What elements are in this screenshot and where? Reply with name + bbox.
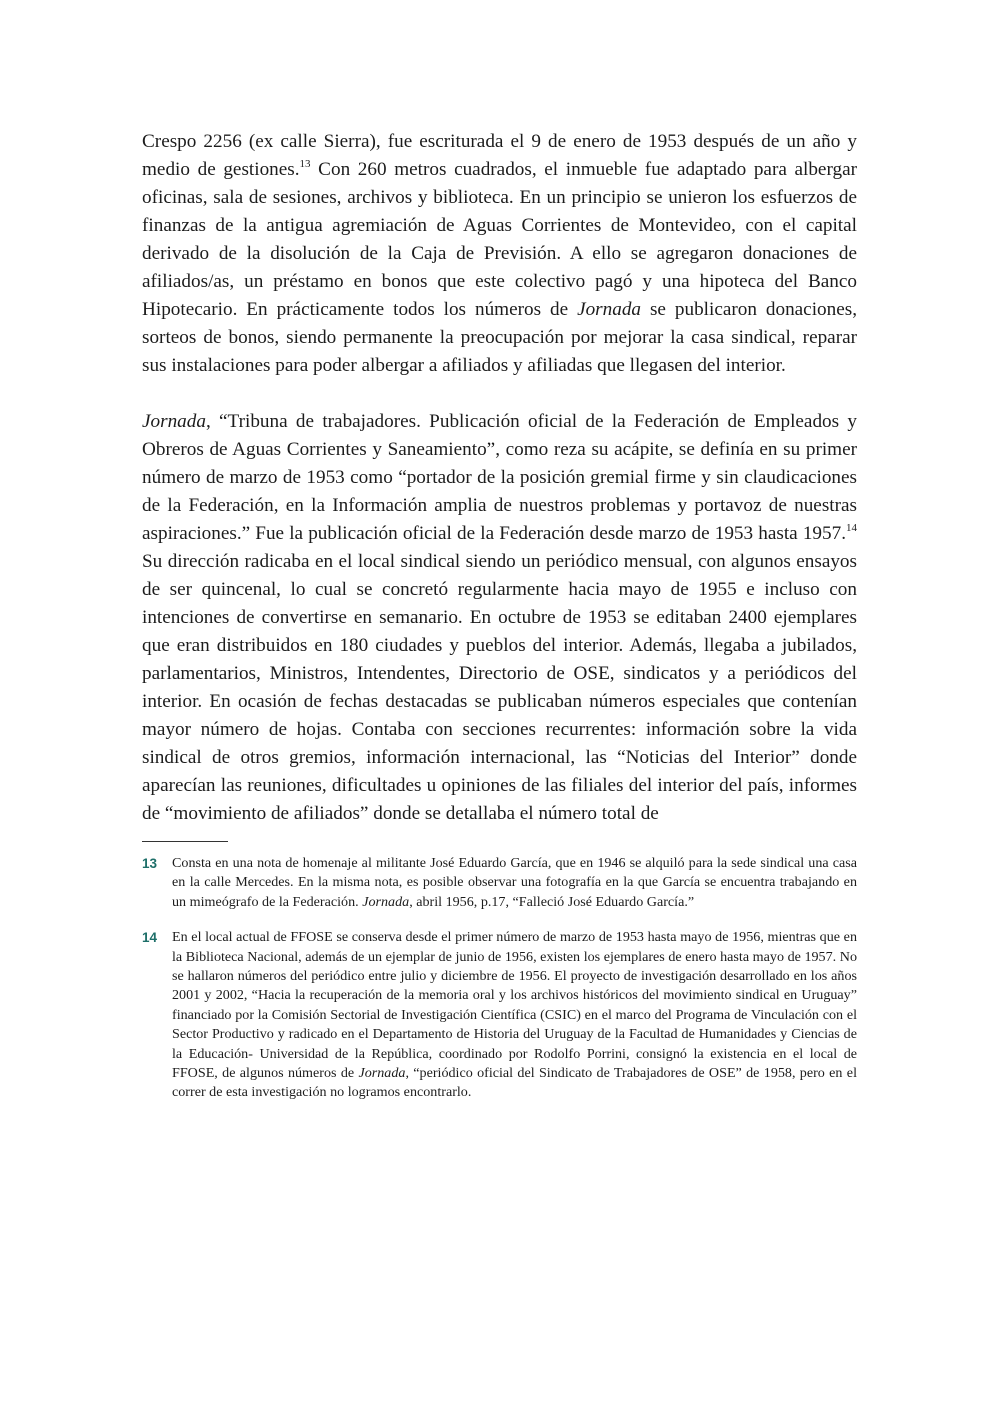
footnote-text-segment: En el local actual de FFOSE se conserva desde el primer número de marzo de 1953 hasta mayo de 1956, mientras que en la Biblioteca Nacional, además de un ejemplar de junio de 1956, existen los ejemplares de enero hasta mayo de 1957. No se hallaron números del periódico entre julio y diciembre de 1956. El proyecto de investigación desarrollado en los años 2001 y 2002, “Hacia la recuperación de la memoria oral y los archivos históricos del movimiento sindical en Uruguay” financiado por la Comisión Sectorial de Investigación Científica (CSIC) en el marco del Programa de Vinculación con el Sector Productivo y radicado en el Departamento de Historia del Uruguay de la Facultad de Humanidades y Ciencias de la Educación- Universidad de la República, coordinado por Rodolfo Porrini, consignó la existencia en el local de FFOSE, de algunos números de [172, 929, 857, 1082]
footnote [142, 854, 857, 912]
footnote [142, 928, 857, 1103]
body-paragraph [142, 408, 857, 828]
publication-title: Jornada [358, 1065, 406, 1082]
footnote-number: 13 [142, 856, 158, 871]
paragraph-text: Crespo 2256 (ex calle Sierra), fue escriturada el 9 de enero de 1953 después de un año y medio de gestiones. [142, 131, 857, 180]
paragraph-text: se publicaron donaciones, sorteos de bonos, siendo permanente la preocupación por mejorar la casa sindical, reparar sus instalaciones para poder albergar a afiliados y afiliadas que llegasen del interior. [142, 299, 858, 376]
paragraph-text: , “Tribuna de trabajadores. Publicación oficial de la Federación de Empleados y Obreros de Aguas Corrientes y Saneamiento”, como reza su acápite, se definía en su primer número de marzo de 1953 como “portador de la posición gremial firme y sin claudicaciones de la Federación, en la Información amplia de nuestros problemas y portavoz de nuestras aspiraciones.” Fue la publicación oficial de la Federación desde marzo de 1953 hasta 1957. [142, 411, 857, 544]
publication-title: Jornada [362, 893, 410, 910]
document-page [142, 128, 857, 1103]
footnote-text-segment: , “periódico oficial del Sindicato de Trabajadores de OSE” de 1958, pero en el correr de esta investigación no logramos encontrarlo. [172, 1065, 857, 1101]
footnote-reference[interactable]: 14 [846, 521, 857, 534]
footnote-text-segment: Consta en una nota de homenaje al militante José Eduardo García, que en 1946 se alquiló para la sede sindical una casa en la calle Mercedes. En la misma nota, es posible observar una fotografía en la que García se encuentra trabajando en un mimeógrafo de la Federación. [172, 855, 857, 910]
paragraph-text: Su dirección radicaba en el local sindical siendo un periódico mensual, con algunos ensayos de ser quincenal, lo cual se concretó regularmente hacia mayo de 1955 e incluso con intenciones de convertirse en semanario. En octubre de 1953 se editaban 2400 ejemplares que eran distribuidos en 180 ciudades y pueblos del interior. Además, llegaba a jubilados, parlamentarios, Ministros, Intendentes, Directorio de OSE, sindicatos y a periódicos del interior. En ocasión de fechas destacadas se publicaban números especiales que contenían mayor número de hojas. Contaba con secciones recurrentes: información sobre la vida sindical de otros gremios, información internacional, las “Noticias del Interior” donde aparecían las reuniones, dificultades u opiniones de las filiales del interior del país, informes de “movimiento de afiliados” donde se detallaba el número total de [142, 551, 857, 824]
publication-title: Jornada [142, 411, 206, 432]
footnote-number: 14 [142, 930, 158, 946]
body-paragraph [142, 128, 857, 380]
footnote-divider [142, 841, 228, 842]
publication-title: Jornada [577, 299, 642, 320]
footnote-text-segment: , abril 1956, p.17, “Falleció José Eduardo García.” [409, 893, 695, 910]
footnote-text [172, 928, 857, 1103]
paragraph-text: Con 260 metros cuadrados, el inmueble fue adaptado para albergar oficinas, sala de sesiones, archivos y biblioteca. En un principio se unieron los esfuerzos de finanzas de la antigua agremiación de Aguas Corrientes de Montevideo, con el capital derivado de la disolución de la Caja de Previsión. A ello se agregaron donaciones de afiliados/as, un préstamo en bonos que este colectivo pagó y una hipoteca del Banco Hipotecario. En prácticamente todos los números de [142, 159, 857, 320]
footnote-reference[interactable]: 13 [299, 157, 311, 170]
footnote-text [172, 854, 857, 912]
